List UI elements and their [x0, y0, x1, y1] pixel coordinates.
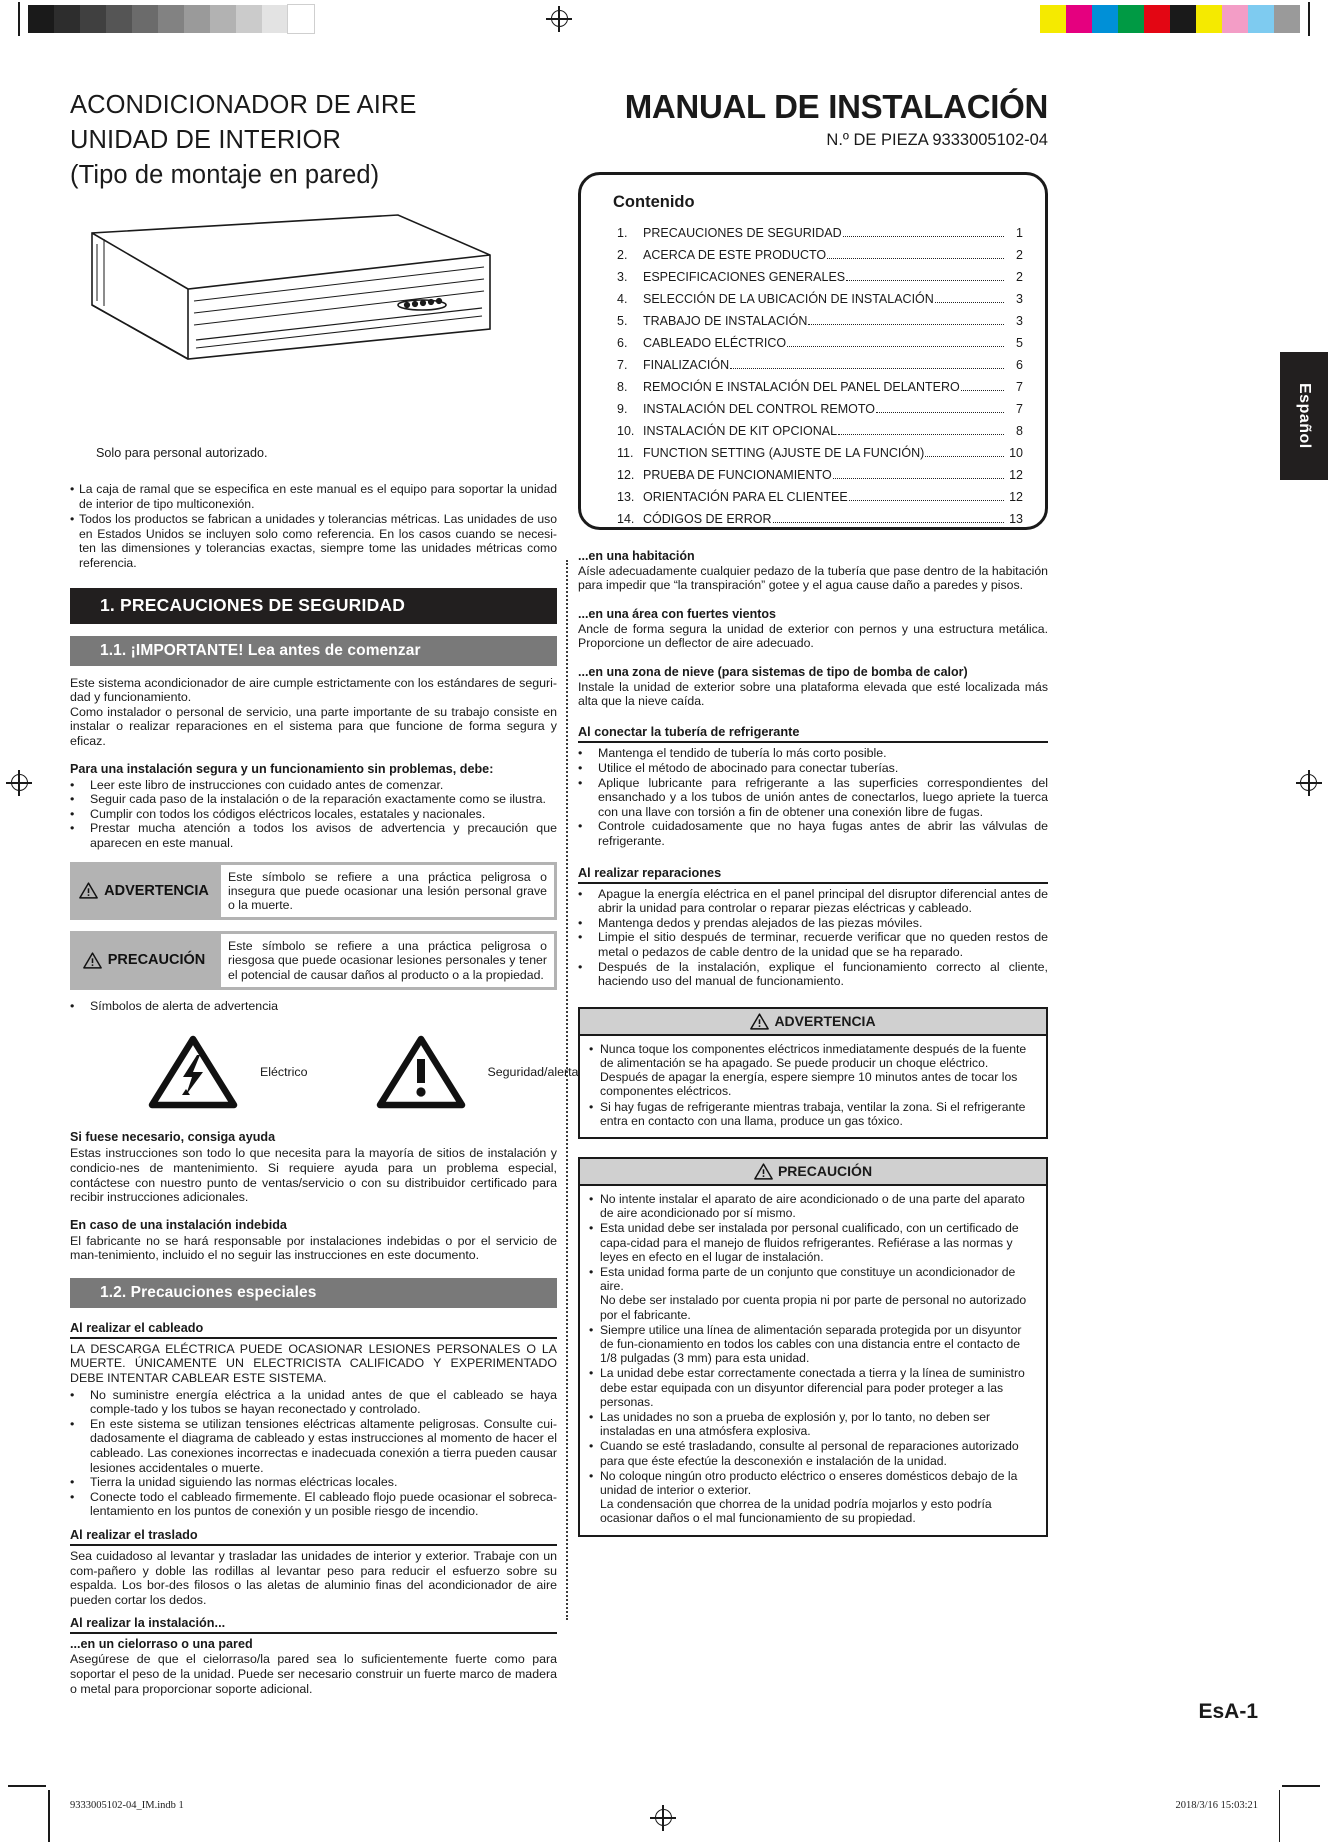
list-item — [578, 819, 1048, 848]
ceiling-text: Asegúrese de que el cielorraso/la pared sea lo suficientemente fuerte como para soportar el peso de la unidad. Puede ser necesario construir un fuerte marco de madera o metal para proporcionar soporte adicional. — [70, 1652, 557, 1696]
safety-symbol-caption: Seguridad/alerta — [487, 1065, 579, 1080]
improper-install-heading: En caso de una instalación indebida — [70, 1217, 287, 1232]
bullet-dot-icon: • — [578, 775, 583, 790]
toc-leader-dots — [925, 456, 1004, 457]
toc-leader-dots — [827, 258, 1004, 259]
toc-page-number: 7 — [1016, 380, 1023, 394]
list-item — [70, 1417, 557, 1475]
bullet-dot-icon: • — [70, 792, 75, 807]
manual-title: MANUAL DE INSTALACIÓN — [624, 88, 1048, 125]
list-item-text: Conecte todo el cableado firmemente. El cableado flojo puede ocasionar el sobreca-lentamiento en los puntos de conexión y un posible riesgo de incendio. — [90, 1489, 557, 1519]
toc-leader-dots — [838, 434, 1004, 435]
warning-triangle-icon — [750, 1013, 769, 1030]
symbols-note-text: Símbolos de alerta de advertencia — [90, 998, 279, 1013]
list-item-text: Aplique lubricante para refrigerante a las superficies correspondientes del ensanchado y a los tubos de unión antes de conectarlos, luego apriete la tuerca con una llave con torsión a fin de obtener una conexión libre de fugas. — [598, 775, 1048, 819]
repair-list — [578, 887, 1048, 989]
toc-number: 9. — [617, 402, 628, 416]
toc-list — [603, 226, 1023, 527]
product-title-line-1: ACONDICIONADOR DE AIRE — [70, 91, 417, 119]
precaucion-definition-row — [70, 931, 557, 990]
section-1-1-intro-1: Este sistema acondicionador de aire cumple estrictamente con los estándares de seguri-dad y funcionamiento. — [70, 675, 557, 705]
bullet-dot-icon: • — [578, 959, 583, 974]
list-item-text: La unidad debe estar correctamente conectada a tierra y la línea de suministro debe estar equipada con un disyuntor diferencial para poder proteger a las personas. — [600, 1366, 1025, 1409]
advertencia-label-text: ADVERTENCIA — [104, 882, 209, 899]
warning-triangle-icon — [79, 882, 98, 899]
bullet-dot-icon: • — [589, 1041, 594, 1056]
toc-leader-dots — [808, 324, 1004, 325]
advertencia-box-title: ADVERTENCIA — [774, 1013, 876, 1030]
bullet-dot-icon: • — [578, 930, 583, 945]
toc-number: 14. — [617, 512, 635, 526]
list-item — [578, 960, 1048, 989]
general-notes — [70, 482, 557, 571]
toc-title: Contenido — [613, 193, 695, 211]
wiring-list — [70, 1388, 557, 1519]
transport-heading: Al realizar el traslado — [70, 1528, 557, 1546]
list-item — [589, 1469, 1037, 1526]
snow-text: Instale la unidad de exterior sobre una plataforma elevada que esté localizada más alta que la nieve caída. — [578, 679, 1048, 709]
safe-install-list — [70, 778, 557, 851]
list-item — [70, 1490, 557, 1519]
safe-install-heading: Para una instalación segura y un funcionamiento sin problemas, debe: — [70, 761, 494, 776]
toc-page-number: 12 — [1009, 468, 1023, 482]
bullet-dot-icon: • — [589, 1099, 594, 1114]
general-note-text: La caja de ramal que se especifica en este manual es el equipo para soportar la unidad de interior de tipo multiconexión. — [79, 482, 557, 511]
symbols-note-list — [70, 999, 557, 1014]
precaucion-box-header — [580, 1159, 1046, 1186]
alert-symbols-row — [70, 1035, 579, 1109]
section-1-1-heading: 1.1. ¡IMPORTANTE! Lea antes de comenzar — [70, 636, 557, 666]
snow-sub-heading: ...en una zona de nieve (para sistemas de tipo de bomba de calor) — [578, 664, 968, 679]
toc-leader-dots — [961, 390, 1004, 391]
list-item-text: Nunca toque los componentes eléctricos inmediatamente después de la fuente de alimentación se ha apagado. Se puede producir un choque eléctrico. Después de apagar la energía, espere siempre 10 minutos antes de tocar los componentes eléctricos. — [600, 1041, 1027, 1099]
list-item — [578, 916, 1048, 931]
toc-leader-dots — [833, 478, 1004, 479]
page-folio: EsA-1 — [1198, 1700, 1258, 1723]
electric-symbol-group — [148, 1035, 308, 1109]
left-column — [70, 88, 579, 1696]
list-item-text: Siempre utilice una línea de alimentación separada protegida por un disyuntor de fun-cionamiento en todos los cables con una distancia entre el contacto de 1/8 pulgadas (3 mm) para esta unidad. — [600, 1322, 1022, 1366]
list-item-text: Las unidades no son a prueba de explosión y, por lo tanto, no deben ser instaladas en una atmósfera explosiva. — [600, 1410, 991, 1439]
bullet-dot-icon: • — [589, 1410, 594, 1425]
bullet-dot-icon: • — [70, 1416, 75, 1431]
toc-number: 6. — [617, 336, 628, 350]
section-1-2-heading: 1.2. Precauciones especiales — [70, 1278, 557, 1308]
bullet-dot-icon: • — [70, 1387, 75, 1402]
toc-row[interactable] — [603, 490, 1023, 505]
toc-page-number: 13 — [1009, 512, 1023, 526]
toc-page-number: 3 — [1016, 314, 1023, 328]
toc-label: CABLEADO ELÉCTRICO — [643, 336, 787, 350]
toc-label: SELECCIÓN DE LA UBICACIÓN DE INSTALACIÓN — [643, 292, 934, 306]
general-note-item — [70, 512, 557, 570]
list-item-text: Limpie el sitio después de terminar, recuerde verificar que no queden restos de metal o pedazos de cable dentro de la unidad que se ha reparado. — [598, 930, 1048, 959]
bullet-dot-icon: • — [70, 482, 75, 496]
toc-row[interactable] — [603, 226, 1023, 241]
help-text: Estas instrucciones son todo lo que necesita para la mayoría de sitios de instalación y condicio-nes de mantenimiento. Si requiere ayuda para un problema especial, contáctese con nuestro punto de ventas/servicio o con su distribuidor certificado para recibir instrucciones adicionales. — [70, 1146, 557, 1205]
bullet-dot-icon: • — [578, 746, 583, 761]
list-item — [578, 887, 1048, 916]
list-item — [589, 1265, 1037, 1322]
toc-row[interactable] — [603, 314, 1023, 329]
list-item-text: Controle cuidadosamente que no haya fugas antes de abrir las válvulas de refrigerante. — [598, 819, 1048, 848]
advertencia-definition-text: Este símbolo se refiere a una práctica peligrosa o insegura que puede ocasionar una lesión personal grave o la muerte. — [218, 862, 557, 921]
footer-rule-left — [8, 1785, 46, 1787]
toc-number: 12. — [617, 468, 635, 482]
pipe-connection-heading: Al conectar la tubería de refrigerante — [578, 725, 1048, 743]
list-item — [578, 761, 1048, 776]
installation-location-notes — [578, 549, 1048, 708]
column-divider — [566, 560, 568, 1620]
list-item — [589, 1366, 1037, 1409]
section-1-heading: 1. PRECAUCIONES DE SEGURIDAD — [70, 588, 557, 624]
toc-row[interactable] — [603, 380, 1023, 395]
toc-label: FUNCTION SETTING (AJUSTE DE LA FUNCIÓN) — [643, 446, 925, 460]
list-item — [589, 1042, 1037, 1099]
general-note-text: Todos los productos se fabrican a unidades y tolerancias métricas. Las unidades de uso en Estados Unidos se incluyen solo como referencia. En los casos cuando se necesi-ten las dimensiones y tolerancias exactas, siempre tome las unidades métricas como referencia. — [79, 512, 557, 570]
toc-page-number: 6 — [1016, 358, 1023, 372]
bullet-dot-icon: • — [589, 1191, 594, 1206]
toc-number: 11. — [617, 446, 634, 460]
list-item-text: Tierra la unidad siguiendo las normas eléctricas locales. — [90, 1475, 398, 1490]
list-item — [578, 776, 1048, 820]
bullet-dot-icon: • — [70, 1475, 75, 1490]
toc-label: INSTALACIÓN DE KIT OPCIONAL — [643, 424, 838, 438]
toc-page-number: 5 — [1016, 336, 1023, 350]
bullet-dot-icon: • — [589, 1322, 594, 1337]
safety-alert-triangle-icon — [376, 1035, 466, 1109]
toc-number: 7. — [617, 358, 628, 372]
list-item-text: Leer este libro de instrucciones con cuidado antes de comenzar. — [90, 777, 444, 792]
precaucion-label-cell — [70, 931, 218, 990]
toc-label: ORIENTACIÓN PARA EL CLIENTEE — [643, 490, 848, 504]
list-item — [589, 1439, 1037, 1467]
authorized-personnel-note: Solo para personal autorizado. — [96, 446, 268, 460]
product-title — [70, 88, 557, 193]
list-item-text: Seguir cada paso de la instalación o de la reparación exactamente como se ilustra. — [90, 792, 546, 807]
bullet-dot-icon: • — [589, 1468, 594, 1483]
list-item-text: Apague la energía eléctrica en el panel principal del disruptor diferencial antes de abrir la unidad para controlar o reparar piezas eléctricas y cableado. — [598, 886, 1048, 916]
advertencia-box-header — [580, 1009, 1046, 1036]
toc-row[interactable] — [603, 446, 1023, 461]
toc-number: 8. — [617, 380, 628, 394]
list-item-text: Prestar mucha atención a todos los avisos de advertencia y precaución que aparecen en este manual. — [90, 821, 557, 850]
toc-label: INSTALACIÓN DEL CONTROL REMOTO — [643, 402, 875, 416]
list-item — [70, 821, 557, 850]
toc-page-number: 2 — [1016, 270, 1023, 284]
repair-heading: Al realizar reparaciones — [578, 866, 1048, 884]
footer-vrule-left — [48, 1790, 50, 1842]
toc-row[interactable] — [603, 402, 1023, 417]
toc-page-number: 3 — [1016, 292, 1023, 306]
list-item-text: Esta unidad forma parte de un conjunto que constituye un acondicionador de aire. No debe ser instalado por cuenta propia ni por parte de personal no autorizado por el fabricante. — [600, 1264, 1027, 1322]
precaucion-warning-box — [578, 1157, 1048, 1537]
toc-number: 2. — [617, 248, 628, 262]
toc-leader-dots — [787, 346, 1004, 347]
list-item-text: Mantenga el tendido de tubería lo más corto posible. — [598, 746, 887, 761]
toc-page-number: 1 — [1016, 226, 1023, 240]
precaucion-definition-text: Este símbolo se refiere a una práctica peligrosa o riesgosa que puede ocasionar lesiones personales y tener el potencial de causar daños al producto o a la propiedad. — [218, 931, 557, 990]
toc-leader-dots — [876, 412, 1004, 413]
product-title-line-3: (Tipo de montaje en pared) — [70, 161, 380, 189]
toc-row[interactable] — [603, 358, 1023, 373]
precaucion-label-text: PRECAUCIÓN — [107, 952, 206, 969]
list-item-text: No coloque ningún otro producto eléctrico o enseres domésticos debajo de la unidad de interior o exterior. La condensación que chorrea de la unidad podría mojarlos y esto podría ocasionar daños o el mal funcionamiento de su propiedad. — [600, 1468, 1018, 1526]
toc-label: PRECAUCIONES DE SEGURIDAD — [643, 226, 842, 240]
toc-label: ACERCA DE ESTE PRODUCTO — [643, 248, 827, 262]
bullet-dot-icon: • — [70, 777, 75, 792]
list-item — [578, 746, 1048, 761]
bullet-dot-icon: • — [70, 821, 75, 836]
electric-symbol-caption: Eléctrico — [260, 1065, 308, 1080]
language-tab — [1280, 352, 1328, 480]
toc-label: CÓDIGOS DE ERROR — [643, 512, 772, 526]
list-item-text: Después de la instalación, explique el funcionamiento correcto al cliente, haciendo uso del manual de funcionamiento. — [598, 959, 1048, 989]
room-text: Aísle adecuadamente cualquier pedazo de la tubería que pase dentro de la habitación para impedir que “la transpiración” gotee y el agua cause daño a paredes y pisos. — [578, 564, 1048, 593]
bullet-dot-icon: • — [578, 915, 583, 930]
table-of-contents — [578, 172, 1048, 530]
toc-label: PRUEBA DE FUNCIONAMIENTO — [643, 468, 832, 482]
product-title-line-2: UNIDAD DE INTERIOR — [70, 126, 341, 154]
list-item — [589, 1100, 1037, 1128]
toc-row[interactable] — [603, 468, 1023, 483]
list-item-text: Si hay fugas de refrigerante mientras trabaja, ventilar la zona. Si el refrigerante entra en contacto con una llama, produce un gas tóxico. — [600, 1099, 1026, 1128]
toc-label: ESPECIFICACIONES GENERALES — [643, 270, 846, 284]
footer-rule-right — [1282, 1785, 1320, 1787]
bullet-dot-icon: • — [70, 806, 75, 821]
bullet-dot-icon: • — [70, 1489, 75, 1504]
toc-row[interactable] — [603, 248, 1023, 263]
toc-page-number: 2 — [1016, 248, 1023, 262]
language-tab-label: Español — [1296, 383, 1313, 449]
list-item-text: En este sistema se utilizan tensiones eléctricas altamente peligrosas. Consulte cui-dadosamente el diagrama de cableado y estas instrucciones al momento de hacer el cableado. Las conexiones incorrectas e inadecuada conexión a tierra pueden causar lesiones accidentales o muerte. — [90, 1416, 557, 1475]
toc-row[interactable] — [603, 424, 1023, 439]
toc-leader-dots — [935, 302, 1004, 303]
toc-page-number: 8 — [1016, 424, 1023, 438]
toc-number: 3. — [617, 270, 628, 284]
bullet-dot-icon: • — [70, 998, 75, 1013]
advertencia-label-cell — [70, 862, 218, 921]
list-item-text: No suministre energía eléctrica a la unidad antes de que el cableado se haya comple-tado y los tubos se hayan reconectado y controlado. — [90, 1387, 557, 1417]
transport-text: Sea cuidadoso al levantar y trasladar las unidades de interior y exterior. Trabaje con un com-pañero y doble las rodillas al levantar peso para reducir el esfuerzo sobre su espalda. Los bor-des filosos o las aletas de aluminio finas del acondicionador de aire pueden cortar los dedos. — [70, 1549, 557, 1607]
wiring-caps-warning: LA DESCARGA ELÉCTRICA PUEDE OCASIONAR LESIONES PERSONALES O LA MUERTE. ÚNICAMENTE UN ELECTRICISTA CALIFICADO Y EXPERIMENTADO DEBE INTENTAR CABLEAR ESTE SISTEMA. — [70, 1341, 557, 1386]
toc-row[interactable] — [603, 270, 1023, 285]
advertencia-warning-box — [578, 1007, 1048, 1139]
toc-number: 13. — [617, 490, 635, 504]
toc-leader-dots — [846, 280, 1004, 281]
bullet-dot-icon: • — [589, 1366, 594, 1381]
precaucion-box-title: PRECAUCIÓN — [777, 1163, 873, 1180]
advertencia-box-list — [580, 1036, 1046, 1137]
toc-leader-dots — [773, 522, 1005, 523]
toc-row[interactable] — [603, 292, 1023, 307]
warning-triangle-icon — [83, 952, 102, 969]
warning-triangle-icon — [754, 1163, 773, 1180]
toc-number: 4. — [617, 292, 628, 306]
list-item-text: Cumplir con todos los códigos eléctricos locales, estatales y nacionales. — [90, 806, 486, 821]
toc-row[interactable] — [603, 336, 1023, 351]
list-item-text: No intente instalar el aparato de aire acondicionado o de una parte del aparato de aire acondicionado por sí mismo. — [600, 1191, 1025, 1221]
part-number: N.º DE PIEZA 9333005102-04 — [826, 131, 1048, 149]
registration-circle-bottom — [655, 1809, 672, 1826]
safety-symbol-group — [376, 1035, 579, 1109]
list-item-text: Esta unidad debe ser instalada por personal cualificado, con un certificado de capa-cidad para el manejo de fluidos refrigerantes. Refiérase a las normas y leyes en efecto en el lugar de instalación. — [600, 1221, 1019, 1264]
bullet-dot-icon: • — [578, 886, 583, 901]
list-item — [578, 930, 1048, 959]
list-item — [70, 792, 557, 807]
list-item — [70, 1388, 557, 1417]
toc-label: FINALIZACIÓN — [643, 358, 730, 372]
list-item — [70, 807, 557, 822]
pipe-connection-list — [578, 746, 1048, 848]
list-item — [589, 1221, 1037, 1264]
list-item — [589, 1192, 1037, 1220]
list-item-text: Utilice el método de abocinado para conectar tuberías. — [598, 761, 899, 776]
toc-number: 1. — [617, 226, 628, 240]
toc-label: TRABAJO DE INSTALACIÓN — [643, 314, 808, 328]
toc-page-number: 12 — [1009, 490, 1023, 504]
right-column — [578, 88, 1048, 1537]
toc-label: REMOCIÓN E INSTALACIÓN DEL PANEL DELANTERO — [643, 380, 960, 394]
list-item-text: Cuando se esté trasladando, consulte al personal de reparaciones autorizado para que éste efectúe la desconexión e instalación de la unidad. — [600, 1439, 1019, 1468]
toc-number: 5. — [617, 314, 628, 328]
help-heading: Si fuese necesario, consiga ayuda — [70, 1130, 276, 1145]
list-item — [589, 1323, 1037, 1366]
bullet-dot-icon: • — [70, 512, 75, 527]
ceiling-sub-heading: ...en un cielorraso o una pared — [70, 1637, 253, 1652]
precaucion-box-list — [580, 1186, 1046, 1535]
list-item — [589, 1410, 1037, 1438]
improper-install-text: El fabricante no se hará responsable por instalaciones indebidas o por el servicio de man-tenimiento, incluido el no seguir las instrucciones en este documento. — [70, 1233, 557, 1263]
toc-leader-dots — [730, 368, 1004, 369]
symbols-note-item — [70, 999, 557, 1014]
bullet-dot-icon: • — [589, 1439, 594, 1454]
list-item-text: Mantenga dedos y prendas alejados de las piezas móviles. — [598, 915, 923, 930]
section-1-1-intro-2: Como instalador o personal de servicio, una parte importante de su trabajo consiste en instalar o realizar reparaciones en el sistema para que funcione de forma segura y eficaz. — [70, 704, 557, 748]
list-item — [70, 778, 557, 793]
wind-sub-heading: ...en una área con fuertes vientos — [578, 606, 776, 621]
bullet-dot-icon: • — [578, 761, 583, 776]
general-note-item — [70, 482, 557, 511]
list-item — [70, 1475, 557, 1490]
toc-number: 10. — [617, 424, 635, 438]
install-heading: Al realizar la instalación... — [70, 1616, 557, 1634]
wall-mounted-unit-drawing — [70, 209, 510, 419]
toc-row[interactable] — [603, 512, 1023, 527]
footer-timestamp: 2018/3/16 15:03:21 — [1175, 1800, 1258, 1811]
bullet-dot-icon: • — [589, 1264, 594, 1279]
toc-page-number: 7 — [1016, 402, 1023, 416]
toc-page-number: 10 — [1009, 446, 1023, 460]
advertencia-definition-row — [70, 862, 557, 921]
toc-leader-dots — [843, 236, 1004, 237]
electric-shock-triangle-icon — [148, 1035, 238, 1109]
bullet-dot-icon: • — [578, 819, 583, 834]
indoor-unit-illustration — [70, 209, 557, 424]
footer-file-ref: 9333005102-04_IM.indb 1 — [70, 1800, 184, 1811]
wind-text: Ancle de forma segura la unidad de exterior con pernos y una estructura metálica. Proporcione un deflector de aire adecuado. — [578, 621, 1048, 651]
wiring-heading: Al realizar el cableado — [70, 1321, 557, 1339]
footer-vrule-right — [1279, 1790, 1281, 1842]
room-sub-heading: ...en una habitación — [578, 549, 695, 563]
toc-leader-dots — [849, 500, 1004, 501]
bullet-dot-icon: • — [589, 1221, 594, 1236]
